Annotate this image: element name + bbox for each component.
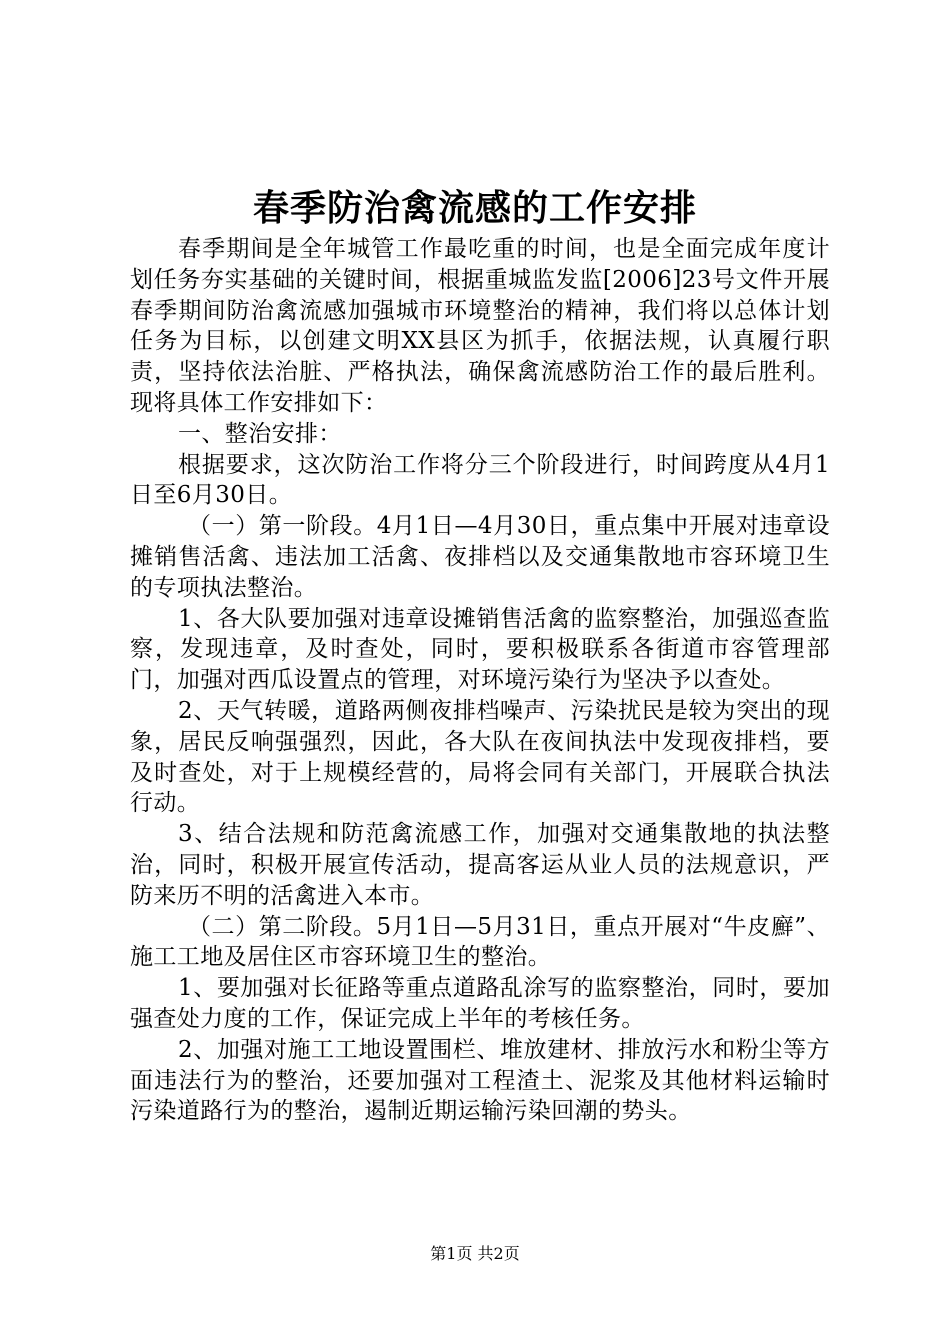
phase-one-paragraph: （一）第一阶段。4月1日—4月30日，重点集中开展对违章设摊销售活禽、违法加工活禽、夜排档以及交通集散地市容环境卫生的专项执法整治。: [130, 513, 830, 601]
phase-one-item-1: 1、各大队要加强对违章设摊销售活禽的监察整治，加强巡查监察，发现违章，及时查处，同时，要积极联系各街道市容管理部门，加强对西瓜设置点的管理，对环境污染行为坚决予以查处。: [130, 605, 830, 694]
section-heading: 一、整治安排：: [178, 420, 342, 447]
phase-two-paragraph: （二）第二阶段。5月1日—5月31日，重点开展对“牛皮廯”、施工工地及居住区市容环境卫生的整治。: [130, 913, 830, 971]
schedule-paragraph: 根据要求，这次防治工作将分三个阶段进行，时间跨度从4月1日至6月30日。: [130, 451, 830, 509]
intro-paragraph: 春季期间是全年城管工作最吃重的时间，也是全面完成年度计划任务夯实基础的关键时间，根据重城监发监[2006]23号文件开展春季期间防治禽流感加强城市环境整治的精神，我们将以总体计划任务为目标，以创建文明XX县区为抓手，依据法规，认真履行职责，坚持依法治脏、严格执法，确保禽流感防治工作的最后胜利。现将具体工作安排如下：: [130, 236, 830, 416]
document-body: [130, 234, 830, 1127]
phase-two-item-1: 1、要加强对长征路等重点道路乱涂写的监察整治，同时，要加强查处力度的工作，保证完成上半年的考核任务。: [130, 975, 830, 1032]
document-title: 春季防治禽流感的工作安排: [252, 187, 697, 229]
phase-one-item-2: 2、天气转暖，道路两侧夜排档噪声、污染扰民是较为突出的现象，居民反响强强烈，因此，各大队在夜间执法中发现夜排档，要及时查处，对于上规模经营的，局将会同有关部门，开展联合执法行动。: [130, 697, 830, 817]
phase-one-item-3: 3、结合法规和防范禽流感工作，加强对交通集散地的执法整治，同时，积极开展宣传活动，提高客运从业人员的法规意识，严防来历不明的活禽进入本市。: [130, 821, 830, 909]
page-footer: 第1页 共2页: [430, 1244, 520, 1263]
phase-two-item-2: 2、加强对施工工地设置围栏、堆放建材、排放污水和粉尘等方面违法行为的整治，还要加强对工程渣土、泥浆及其他材料运输时污染道路行为的整治，遏制近期运输污染回潮的势头。: [130, 1036, 830, 1125]
